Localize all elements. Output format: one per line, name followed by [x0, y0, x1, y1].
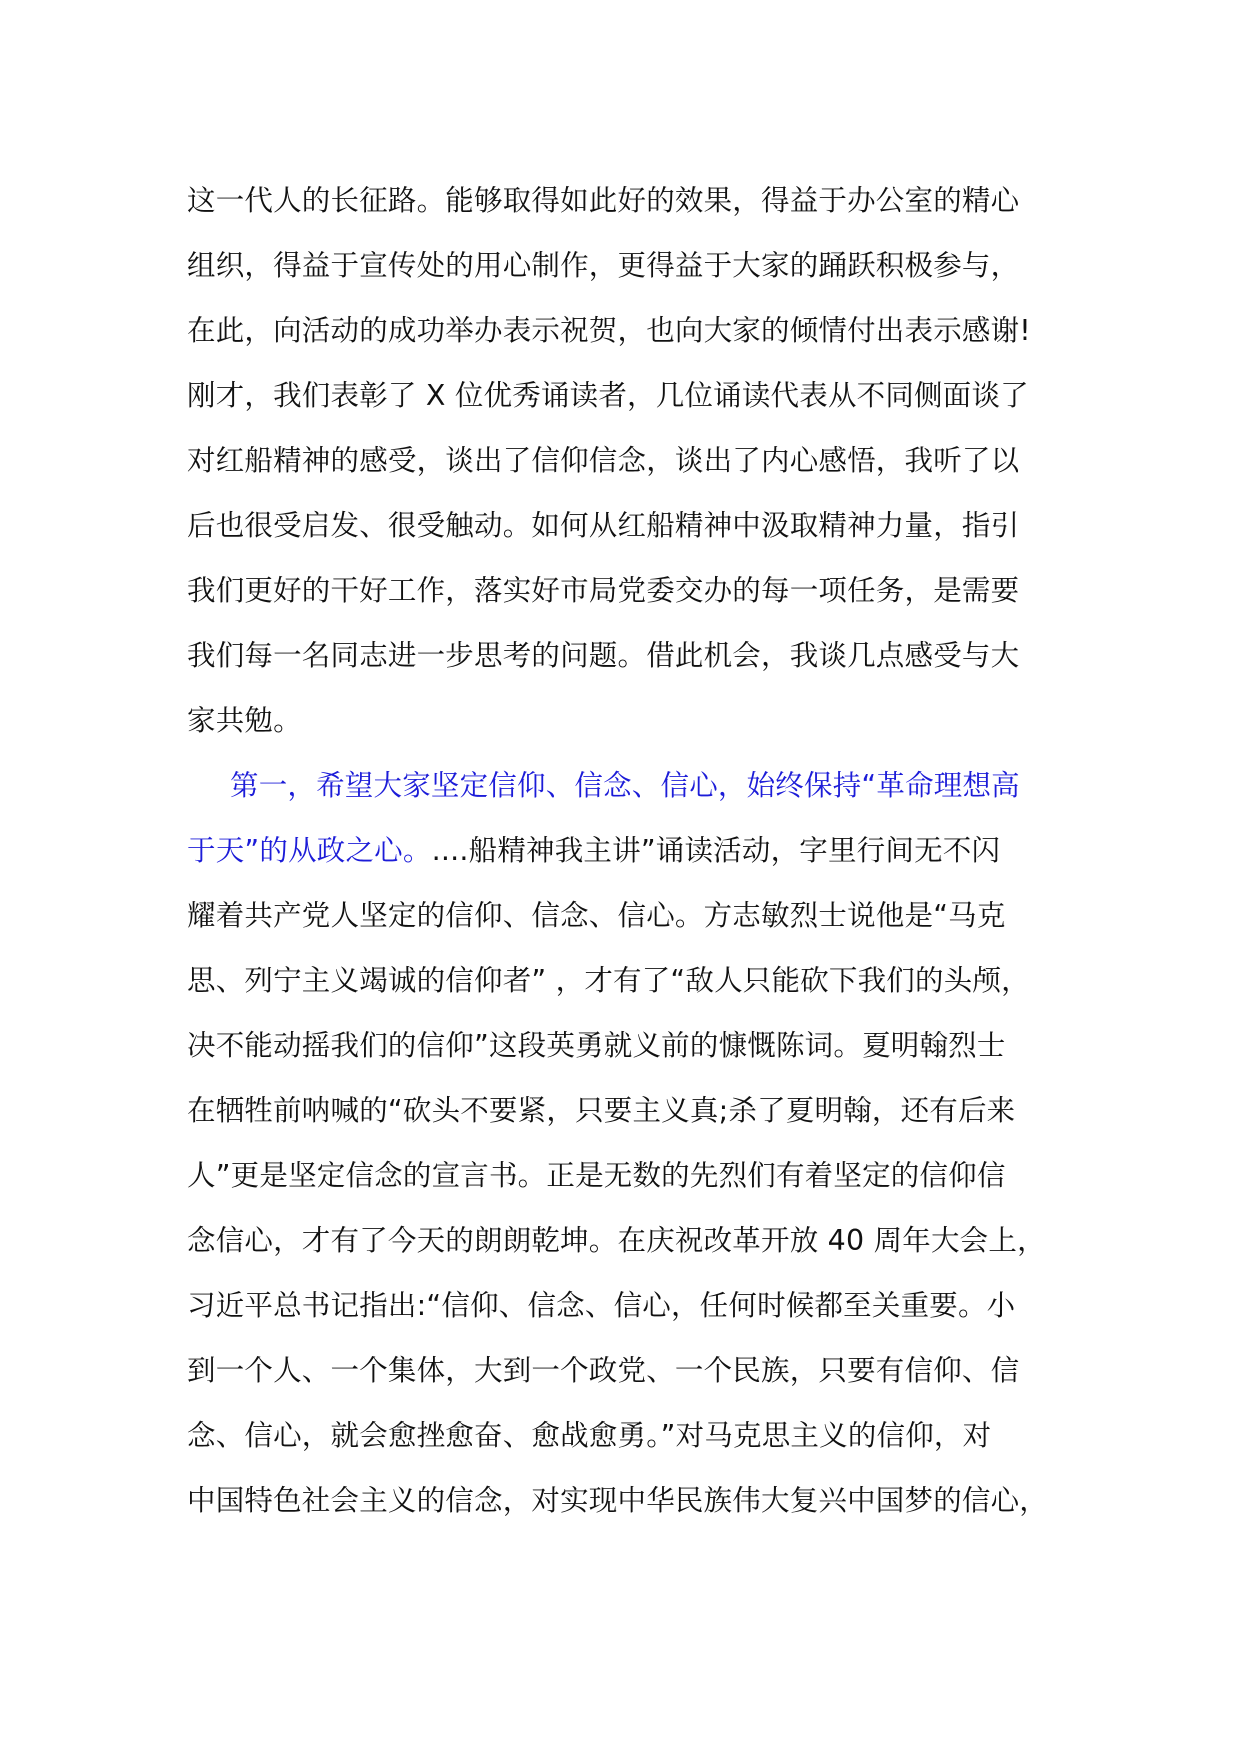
body-text [187, 168, 1067, 1533]
line-text: 到一个人、一个集体，大到一个政党、一个民族，只要有信仰、信 [187, 1354, 1020, 1387]
line-text: 我们每一名同志进一步思考的问题。借此机会，我谈几点感受与大 [187, 639, 1020, 672]
section-heading-text: 第一，希望大家坚定信仰、信念、信心，始终保持“革命理想高 [230, 769, 1020, 802]
text-line [187, 363, 1067, 428]
section-heading-line [187, 818, 1067, 883]
line-text: 思、列宁主义竭诚的信仰者” ，才有了“敌人只能砍下我们的头颅， [187, 964, 1030, 997]
text-line [187, 493, 1067, 558]
text-line [187, 1013, 1067, 1078]
line-text: 我们更好的干好工作，落实好市局党委交办的每一项任务，是需要 [187, 574, 1020, 607]
line-text: 念信心，才有了今天的朗朗乾坤。在庆祝改革开放 40 周年大会上， [187, 1224, 1046, 1257]
text-line [187, 1273, 1067, 1338]
line-text: 中国特色社会主义的信念，对实现中华民族伟大复兴中国梦的信心， [187, 1484, 1049, 1517]
line-text: 对红船精神的感受，谈出了信仰信念，谈出了内心感悟，我听了以 [187, 444, 1020, 477]
line-text: 组织，得益于宣传处的用心制作，更得益于大家的踊跃积极参与， [187, 249, 1020, 282]
text-line [187, 883, 1067, 948]
line-text: 在此，向活动的成功举办表示祝贺，也向大家的倾情付出表示感谢! [187, 314, 1031, 347]
line-text: 决不能动摇我们的信仰”这段英勇就义前的慷慨陈词。夏明翰烈士 [187, 1029, 1006, 1062]
text-line [187, 688, 1067, 753]
text-line [187, 558, 1067, 623]
text-line [187, 168, 1067, 233]
text-line [187, 623, 1067, 688]
line-text: 后也很受启发、很受触动。如何从红船精神中汲取精神力量，指引 [187, 509, 1020, 542]
text-line [187, 233, 1067, 298]
text-line [187, 298, 1067, 363]
line-text: 家共勉。 [187, 704, 302, 737]
text-line [187, 1078, 1067, 1143]
section-heading-text: 于天”的从政之心。 [187, 834, 432, 867]
line-text: ....船精神我主讲”诵读活动，字里行间无不闪 [431, 834, 1001, 867]
text-line [187, 1208, 1067, 1273]
line-text: 习近平总书记指出:“信仰、信念、信心，任何时候都至关重要。小 [187, 1289, 1016, 1322]
text-line [187, 1468, 1067, 1533]
text-line [187, 1143, 1067, 1208]
text-line [187, 428, 1067, 493]
line-text: 人”更是坚定信念的宣言书。正是无数的先烈们有着坚定的信仰信 [187, 1159, 1006, 1192]
line-text: 念、信心，就会愈挫愈奋、愈战愈勇。”对马克思主义的信仰，对 [187, 1419, 992, 1452]
line-text: 耀着共产党人坚定的信仰、信念、信心。方志敏烈士说他是“马克 [187, 899, 1006, 932]
line-text: 刚才，我们表彰了 X 位优秀诵读者，几位诵读代表从不同侧面谈了 [187, 379, 1029, 412]
line-text: 这一代人的长征路。能够取得如此好的效果，得益于办公室的精心 [187, 184, 1020, 217]
text-line [187, 948, 1067, 1013]
section-heading-line [187, 753, 1067, 818]
text-line [187, 1338, 1067, 1403]
text-line [187, 1403, 1067, 1468]
line-text: 在牺牲前呐喊的“砍头不要紧，只要主义真;杀了夏明翰，还有后来 [187, 1094, 1016, 1127]
